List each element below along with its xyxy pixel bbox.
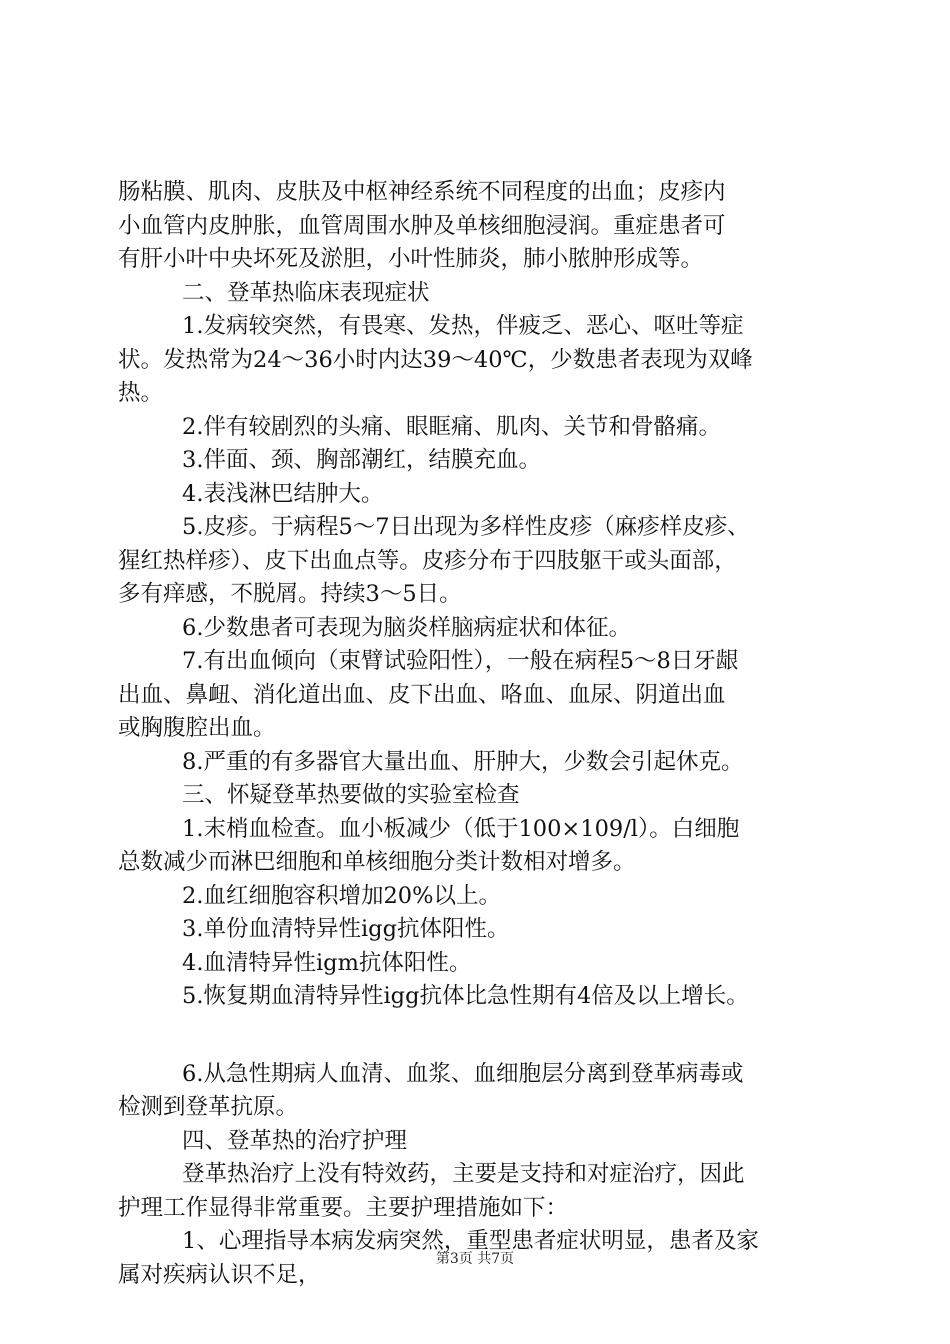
text-line: 5.皮疹。于病程5～7日出现为多样性皮疹（麻疹样皮疹、 bbox=[182, 514, 750, 540]
text-line: 7.有出血倾向（束臂试验阳性），一般在病程5～8日牙龈 bbox=[182, 648, 739, 674]
text-line: 8.严重的有多器官大量出血、肝肿大，少数会引起休克。 bbox=[182, 748, 744, 775]
text-line: 登革热治疗上没有特效药，主要是支持和对症治疗，因此 bbox=[182, 1161, 745, 1187]
text-line: 小血管内皮肿胀，血管周围水肿及单核细胞浸润。重症患者可 bbox=[118, 212, 726, 239]
blank-line bbox=[118, 1014, 840, 1058]
text-line: 1、心理指导本病发病突然，重型患者症状明显，患者及家 bbox=[182, 1228, 759, 1254]
text-line: 三、怀疑登革热要做的实验室检查 bbox=[182, 782, 520, 808]
text-line: 5.恢复期血清特异性igg抗体比急性期有4倍及以上增长。 bbox=[182, 983, 749, 1009]
text-line: 总数减少而淋巴细胞和单核细胞分类计数相对增多。 bbox=[118, 849, 636, 875]
text-line: 检测到登革抗原。 bbox=[118, 1094, 299, 1120]
text-line: 6.从急性期病人血清、血浆、血细胞层分离到登革病毒或 bbox=[182, 1060, 744, 1087]
text-line: 肠粘膜、肌肉、皮肤及中枢神经系统不同程度的出血；皮疹内 bbox=[118, 179, 726, 205]
page-footer: 第3页 共7页 bbox=[435, 1251, 515, 1267]
text-line: 1.末梢血检查。血小板减少（低于100×109/l）。白细胞 bbox=[182, 815, 740, 842]
text-line: 3.单份血清特异性igg抗体阳性。 bbox=[182, 916, 510, 942]
text-line: 3.伴面、颈、胸部潮红，结膜充血。 bbox=[182, 447, 541, 473]
text-line: 4.表浅淋巴结肿大。 bbox=[182, 480, 384, 507]
text-line: 1.发病较突然，有畏寒、发热，伴疲乏、恶心、呕吐等症 bbox=[182, 313, 744, 339]
text-line: 或胸腹腔出血。 bbox=[118, 715, 276, 741]
document-body bbox=[118, 176, 840, 1292]
text-line: 2.血红细胞容积增加20%以上。 bbox=[182, 882, 501, 909]
text-line: 4.血清特异性igm抗体阳性。 bbox=[182, 949, 472, 976]
text-line: 6.少数患者可表现为脑炎样脑病症状和体征。 bbox=[182, 614, 631, 641]
text-line: 护理工作显得非常重要。主要护理措施如下： bbox=[118, 1194, 569, 1221]
text-line: 四、登革热的治疗护理 bbox=[182, 1127, 408, 1154]
text-line: 猩红热样疹）、皮下出血点等。皮疹分布于四肢躯干或头面部， bbox=[118, 547, 737, 574]
text-line: 属对疾病认识不足， bbox=[118, 1261, 321, 1288]
text-line: 有肝小叶中央坏死及淤胆，小叶性肺炎，肺小脓肿形成等。 bbox=[118, 246, 704, 272]
text-line: 热。 bbox=[118, 380, 164, 406]
text-line: 出血、鼻衄、消化道出血、皮下出血、咯血、血尿、阴道出血 bbox=[118, 681, 726, 708]
text-line: 二、登革热临床表现症状 bbox=[182, 279, 430, 306]
text-line: 状。发热常为24～36小时内达39～40℃，少数患者表现为双峰 bbox=[118, 346, 753, 373]
text-line: 多有痒感，不脱屑。持续3～5日。 bbox=[118, 581, 462, 607]
text-line: 2.伴有较剧烈的头痛、眼眶痛、肌肉、关节和骨骼痛。 bbox=[182, 413, 721, 440]
